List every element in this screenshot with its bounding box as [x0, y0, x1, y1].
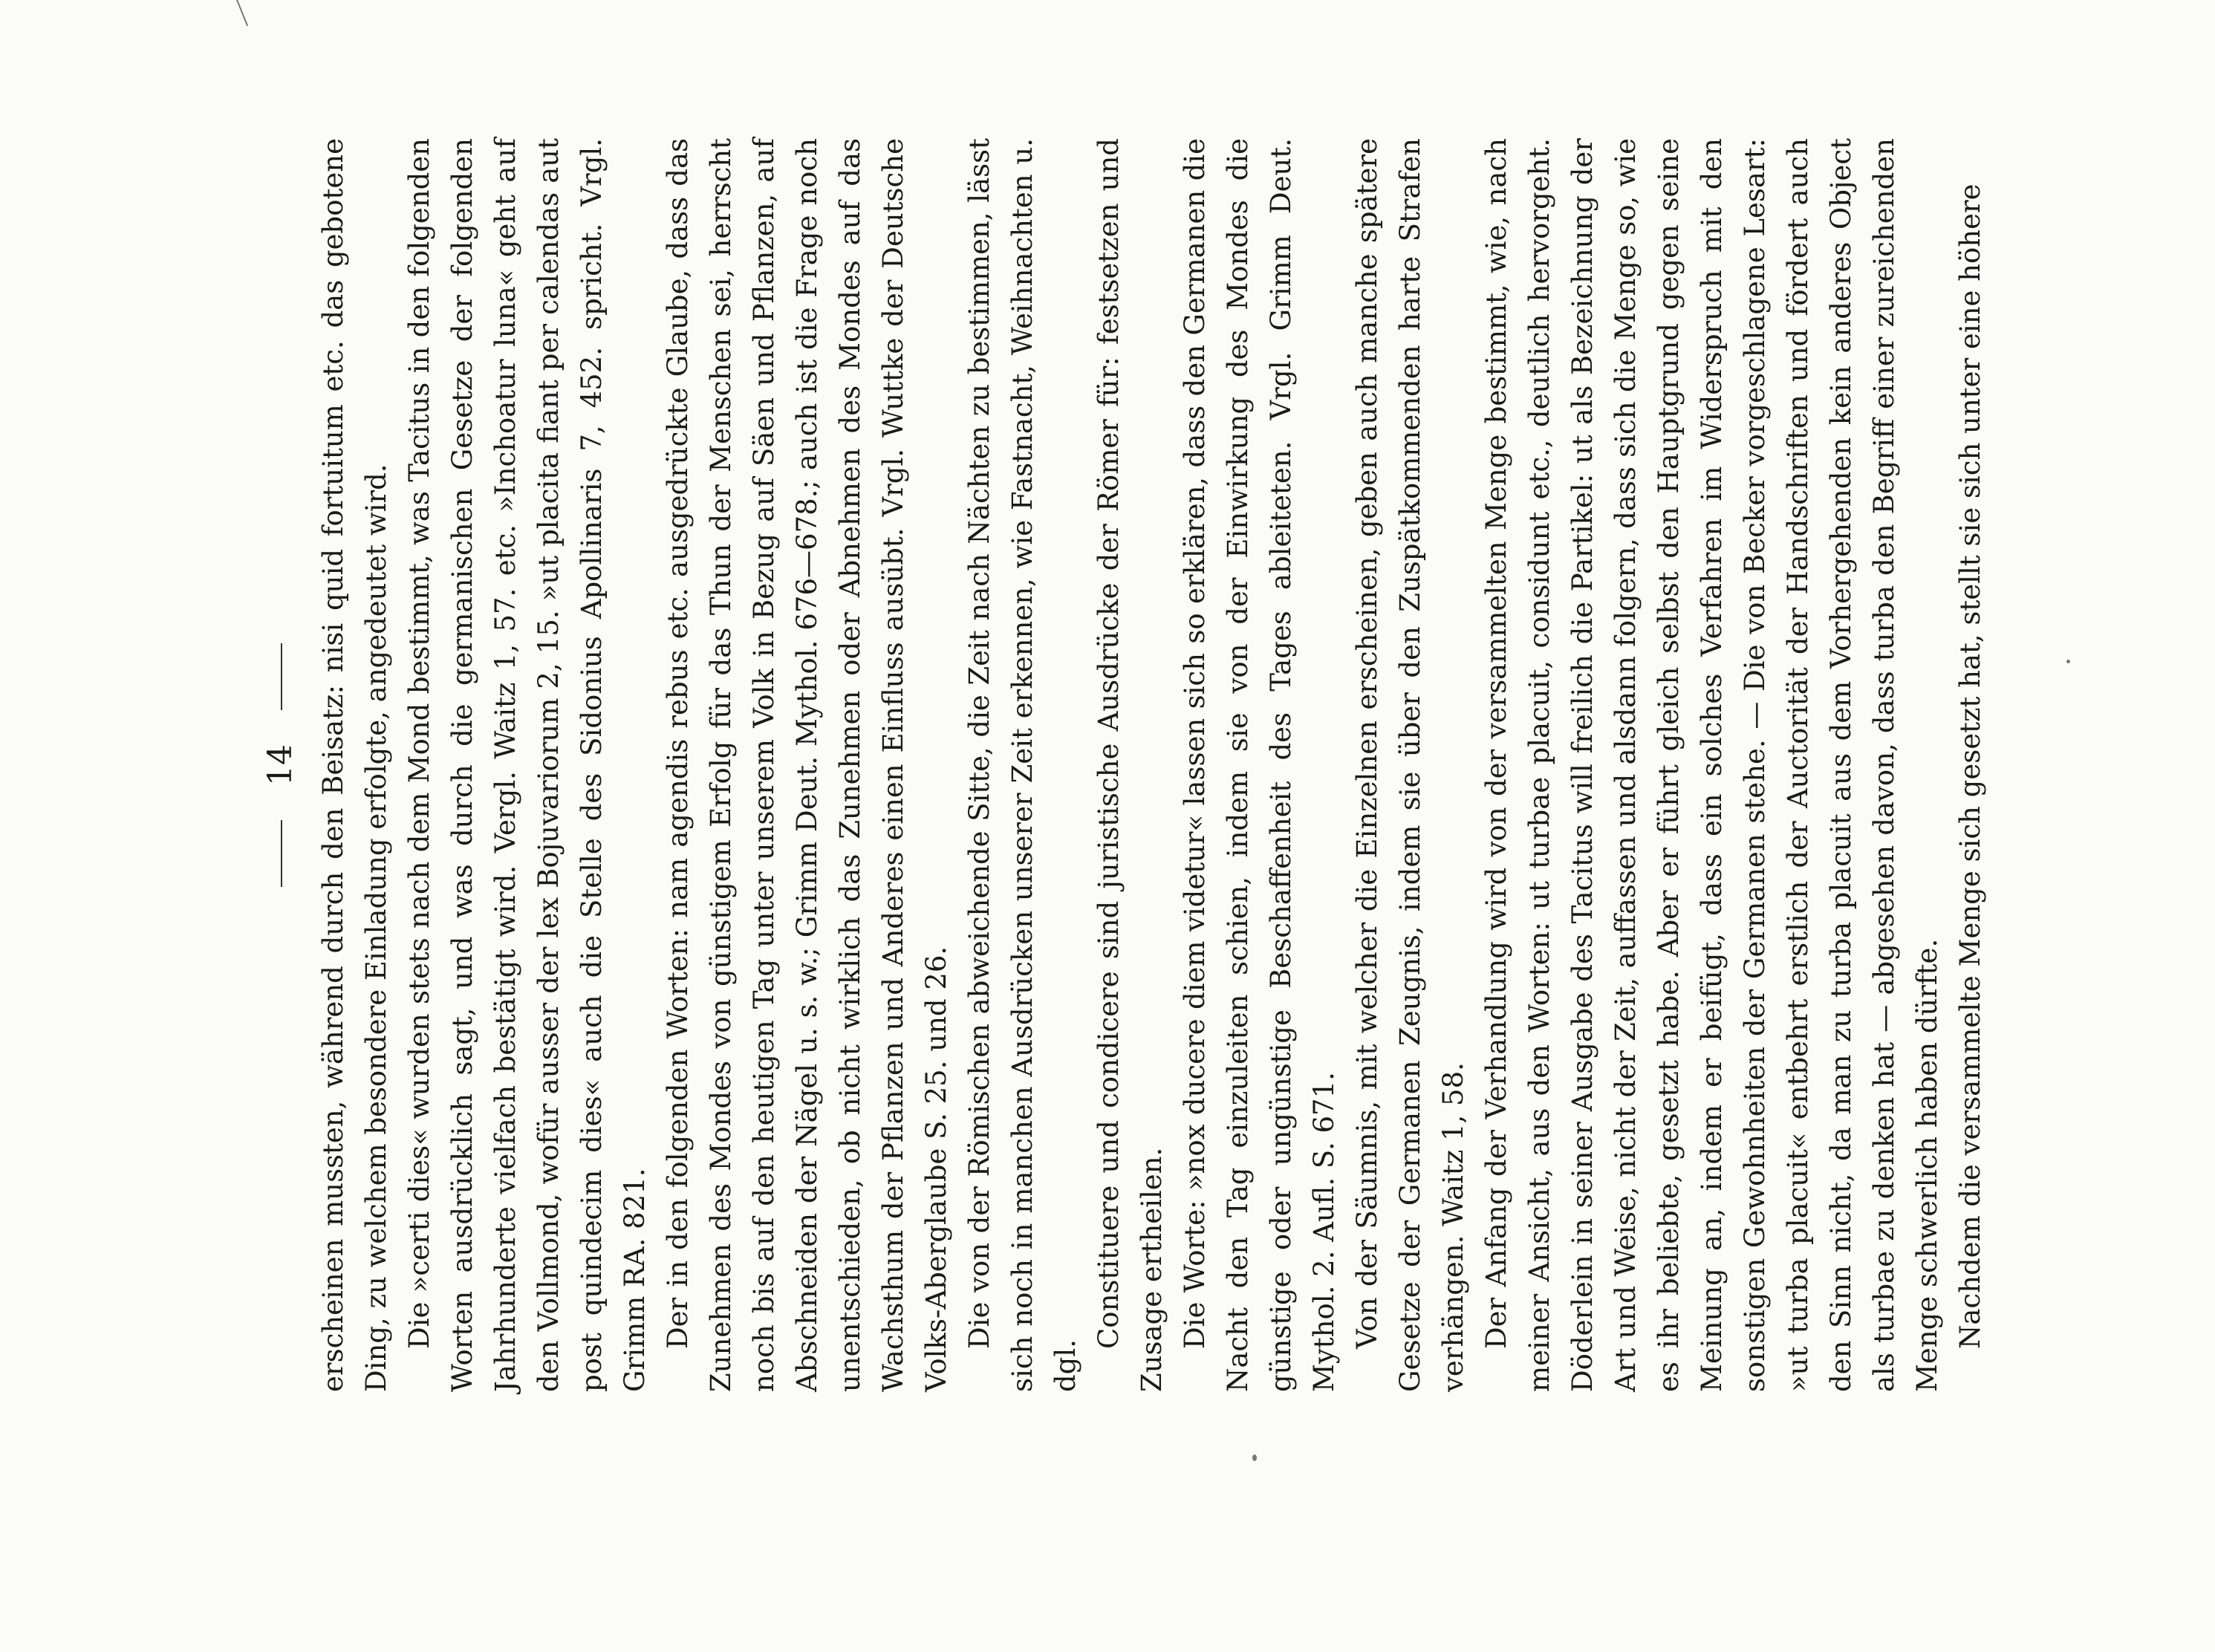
paragraph: Von der Säumnis, mit welcher die Einzelnen erscheinen, geben auch manche spätere Gesetze der Germanen Zeugnis, indem sie über den Zuspätkommenden harte Strafen verhängen. Waitz 1, 58.	[1351, 138, 1469, 1392]
page-body	[312, 138, 1986, 1392]
paragraph: Die von der Römischen abweichende Sitte, die Zeit nach Nächten zu bestimmen, lässt sich noch in manchen Ausdrücken unserer Zeit erkennen, wie Fastnacht, Weihnachten u. dgl.	[963, 138, 1082, 1392]
paragraph: Der in den folgenden Worten: nam agendis rebus etc. ausgedrückte Glaube, dass das Zunehmen des Mondes von günstigem Erfolg für das Thun der Menschen sei, herrscht noch bis auf den heutigen Tag unter unserem Volk in Bezug auf Säen und Pflanzen, auf Abschneiden der Nägel u. s. w.; Grimm Deut. Mythol. 676—678.; auch ist die Frage noch unentschieden, ob nicht wirklich das Zunehmen oder Abnehmen des Mondes auf das Wachsthum der Pflanzen und Anderes einen Einfluss ausübt. Vrgl. Wuttke der Deutsche Volks-Aberglaube S. 25. und 26.	[662, 138, 952, 1392]
paragraph: Die »certi dies« wurden stets nach dem Mond bestimmt, was Tacitus in den folgenden Worten ausdrücklich sagt, und was durch die germanischen Gesetze der folgenden Jahrhunderte vielfach bestätigt wird. Vergl. Waitz 1, 57. etc. »Inchoatur luna« geht auf den Vollmond, wofür ausser der lex Bojuvariorum 2, 15. »ut placita fiant per calendas aut post quindecim dies« auch die Stelle des Sidonius Apollinaris 7, 452. spricht. Vrgl. Grimm RA. 821.	[403, 138, 651, 1392]
page-number: 14	[261, 744, 299, 786]
scan-speck	[2066, 660, 2070, 663]
paragraph: Constituere und condicere sind juristische Ausdrücke der Römer für: festsetzen und Zusage ertheilen.	[1093, 138, 1168, 1392]
scan-edge-mark	[236, 0, 248, 26]
paragraph: Die Worte: »nox ducere diem videtur« lassen sich so erklären, dass den Germanen die Nacht den Tag einzuleiten schien, indem sie von der Einwirkung des Mondes die günstige oder ungünstige Beschaffenheit des Tages ableiteten. Vrgl. Grimm Deut. Mythol. 2. Aufl. S. 671.	[1179, 138, 1340, 1392]
scan-speck	[1252, 1454, 1257, 1461]
rotated-page-content	[258, 138, 1986, 1392]
paragraph: Nachdem die versammelte Menge sich gesetzt hat, stellt sie sich unter eine höhere	[1954, 183, 1986, 1349]
paragraph: erscheinen mussten, während durch den Beisatz: nisi quid fortuitum etc. das gebotene Ding, zu welchem besondere Einladung erfolgte, angedeutet wird.	[317, 138, 392, 1392]
paragraph: Der Anfang der Verhandlung wird von der versammelten Menge bestimmt, wie, nach meiner Ansicht, aus den Worten: ut turbae placuit, considunt etc., deutlich hervorgeht. Döderlein in seiner Ausgabe des Tacitus will freilich die Partikel: ut als Bezeichnung der Art und Weise, nicht der Zeit, auffassen und alsdann folgern, dass sich die Menge so, wie es ihr beliebte, gesetzt habe. Aber er führt gleich selbst den Hauptgrund gegen seine Meinung an, indem er beifügt, dass ein solches Verfahren im Widerspruch mit den sonstigen Gewohnheiten der Germanen stehe. — Die von Becker vorgeschlagene Lesart: »ut turba placuit« entbehrt erstlich der Auctorität der Handschriften und fördert auch den Sinn nicht, da man zu turba placuit aus dem Vorhergehenden kein anderes Object als turbae zu denken hat — abgesehen davon, dass turba den Begriff einer zureichenden Menge schwerlich haben dürfte.	[1480, 138, 1943, 1392]
page-number-rule-right	[281, 643, 282, 710]
